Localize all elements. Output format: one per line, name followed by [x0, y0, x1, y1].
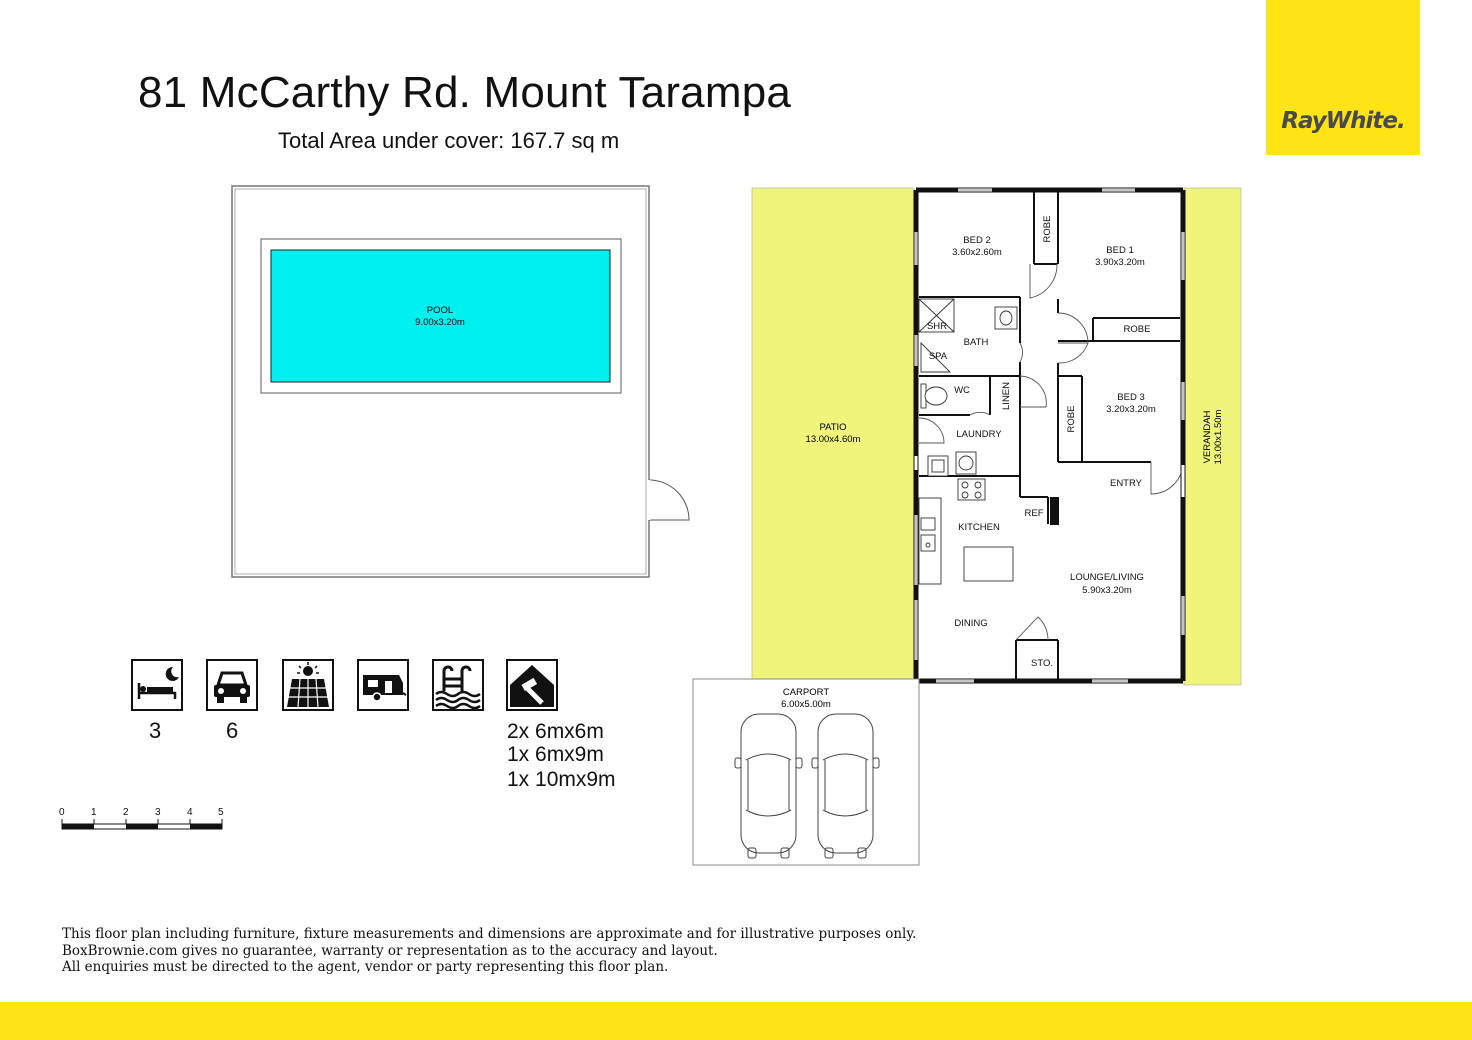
- solar-panel-icon: [282, 659, 334, 711]
- dining-label: DINING: [954, 618, 988, 629]
- pool-label: POOL: [426, 305, 454, 316]
- bed3-label: BED 3: [1117, 392, 1145, 403]
- entry-label: ENTRY: [1109, 478, 1143, 489]
- bed2-dims: 3.60x2.60m: [952, 247, 1002, 258]
- disclaimer-line-2: BoxBrownie.com gives no guarantee, warranty or representation as to the accuracy and layout.: [62, 943, 718, 959]
- page-title: 81 McCarthy Rd. Mount Tarampa: [138, 68, 792, 117]
- scale-tick-3: 3: [155, 807, 161, 818]
- shed-size-2: 1x 6mx9m: [507, 743, 604, 766]
- pool: [271, 250, 610, 382]
- verandah-dims: 13.00x1.50m: [1213, 409, 1224, 465]
- laundry-label: LAUNDRY: [956, 429, 1002, 440]
- ref-label: REF: [1024, 508, 1044, 519]
- spa-label: SPA: [928, 351, 948, 362]
- bed1-robe-label: ROBE: [1123, 324, 1151, 335]
- scale-bar: [62, 819, 222, 829]
- lounge-label: LOUNGE/LIVING: [1070, 572, 1144, 583]
- bed2-label: BED 2: [963, 235, 991, 246]
- disclaimer-line-3: All enquiries must be directed to the agent, vendor or party representing this floor plan.: [62, 959, 669, 975]
- bedroom-count: 3: [149, 718, 162, 743]
- pool-area: [232, 186, 689, 577]
- wc-label: WC: [954, 385, 970, 396]
- patio-dims: 13.00x4.60m: [805, 434, 861, 445]
- shower-label: SHR: [926, 321, 948, 332]
- logo-text: RayWhite.: [1281, 108, 1405, 134]
- car-space-count: 6: [226, 718, 239, 743]
- pool-icon: [432, 659, 484, 711]
- shed-icon: [506, 659, 558, 711]
- bed1-dims: 3.90x3.20m: [1095, 257, 1145, 268]
- scale-tick-5: 5: [218, 807, 224, 818]
- disclaimer-line-1: This floor plan including furniture, fixture measurements and dimensions are approximate and for illustrative purposes only.: [62, 926, 917, 942]
- carport-label: CARPORT: [782, 687, 830, 698]
- storage-label: STO.: [1031, 658, 1053, 669]
- linen-label: LINEN: [1001, 382, 1012, 410]
- bed3-robe-label: ROBE: [1066, 405, 1077, 433]
- total-area-label: Total Area under cover: 167.7 sq m: [278, 128, 620, 153]
- verandah-label: VERANDAH: [1202, 410, 1213, 464]
- scale-tick-4: 4: [187, 807, 193, 818]
- bed3-dims: 3.20x3.20m: [1106, 404, 1156, 415]
- shed-size-3: 1x 10mx9m: [507, 768, 616, 791]
- pool-dims: 9.00x3.20m: [415, 317, 465, 328]
- bed2-robe-label: ROBE: [1042, 215, 1053, 243]
- caravan-icon: [357, 659, 409, 711]
- bed1-label: BED 1: [1106, 245, 1134, 256]
- carport: [693, 679, 919, 865]
- scale-tick-2: 2: [123, 807, 129, 818]
- bed-icon: [131, 659, 183, 711]
- car-icon: [206, 659, 258, 711]
- scale-tick-0: 0: [59, 807, 65, 818]
- lounge-dims: 5.90x3.20m: [1082, 585, 1132, 596]
- scale-tick-1: 1: [91, 807, 97, 818]
- kitchen-label: KITCHEN: [958, 522, 1000, 533]
- shed-size-1: 2x 6mx6m: [507, 720, 604, 743]
- carport-dims: 6.00x5.00m: [781, 699, 831, 710]
- patio-label: PATIO: [819, 422, 847, 433]
- footer-bar: [0, 1002, 1472, 1040]
- bath-label: BATH: [963, 337, 989, 348]
